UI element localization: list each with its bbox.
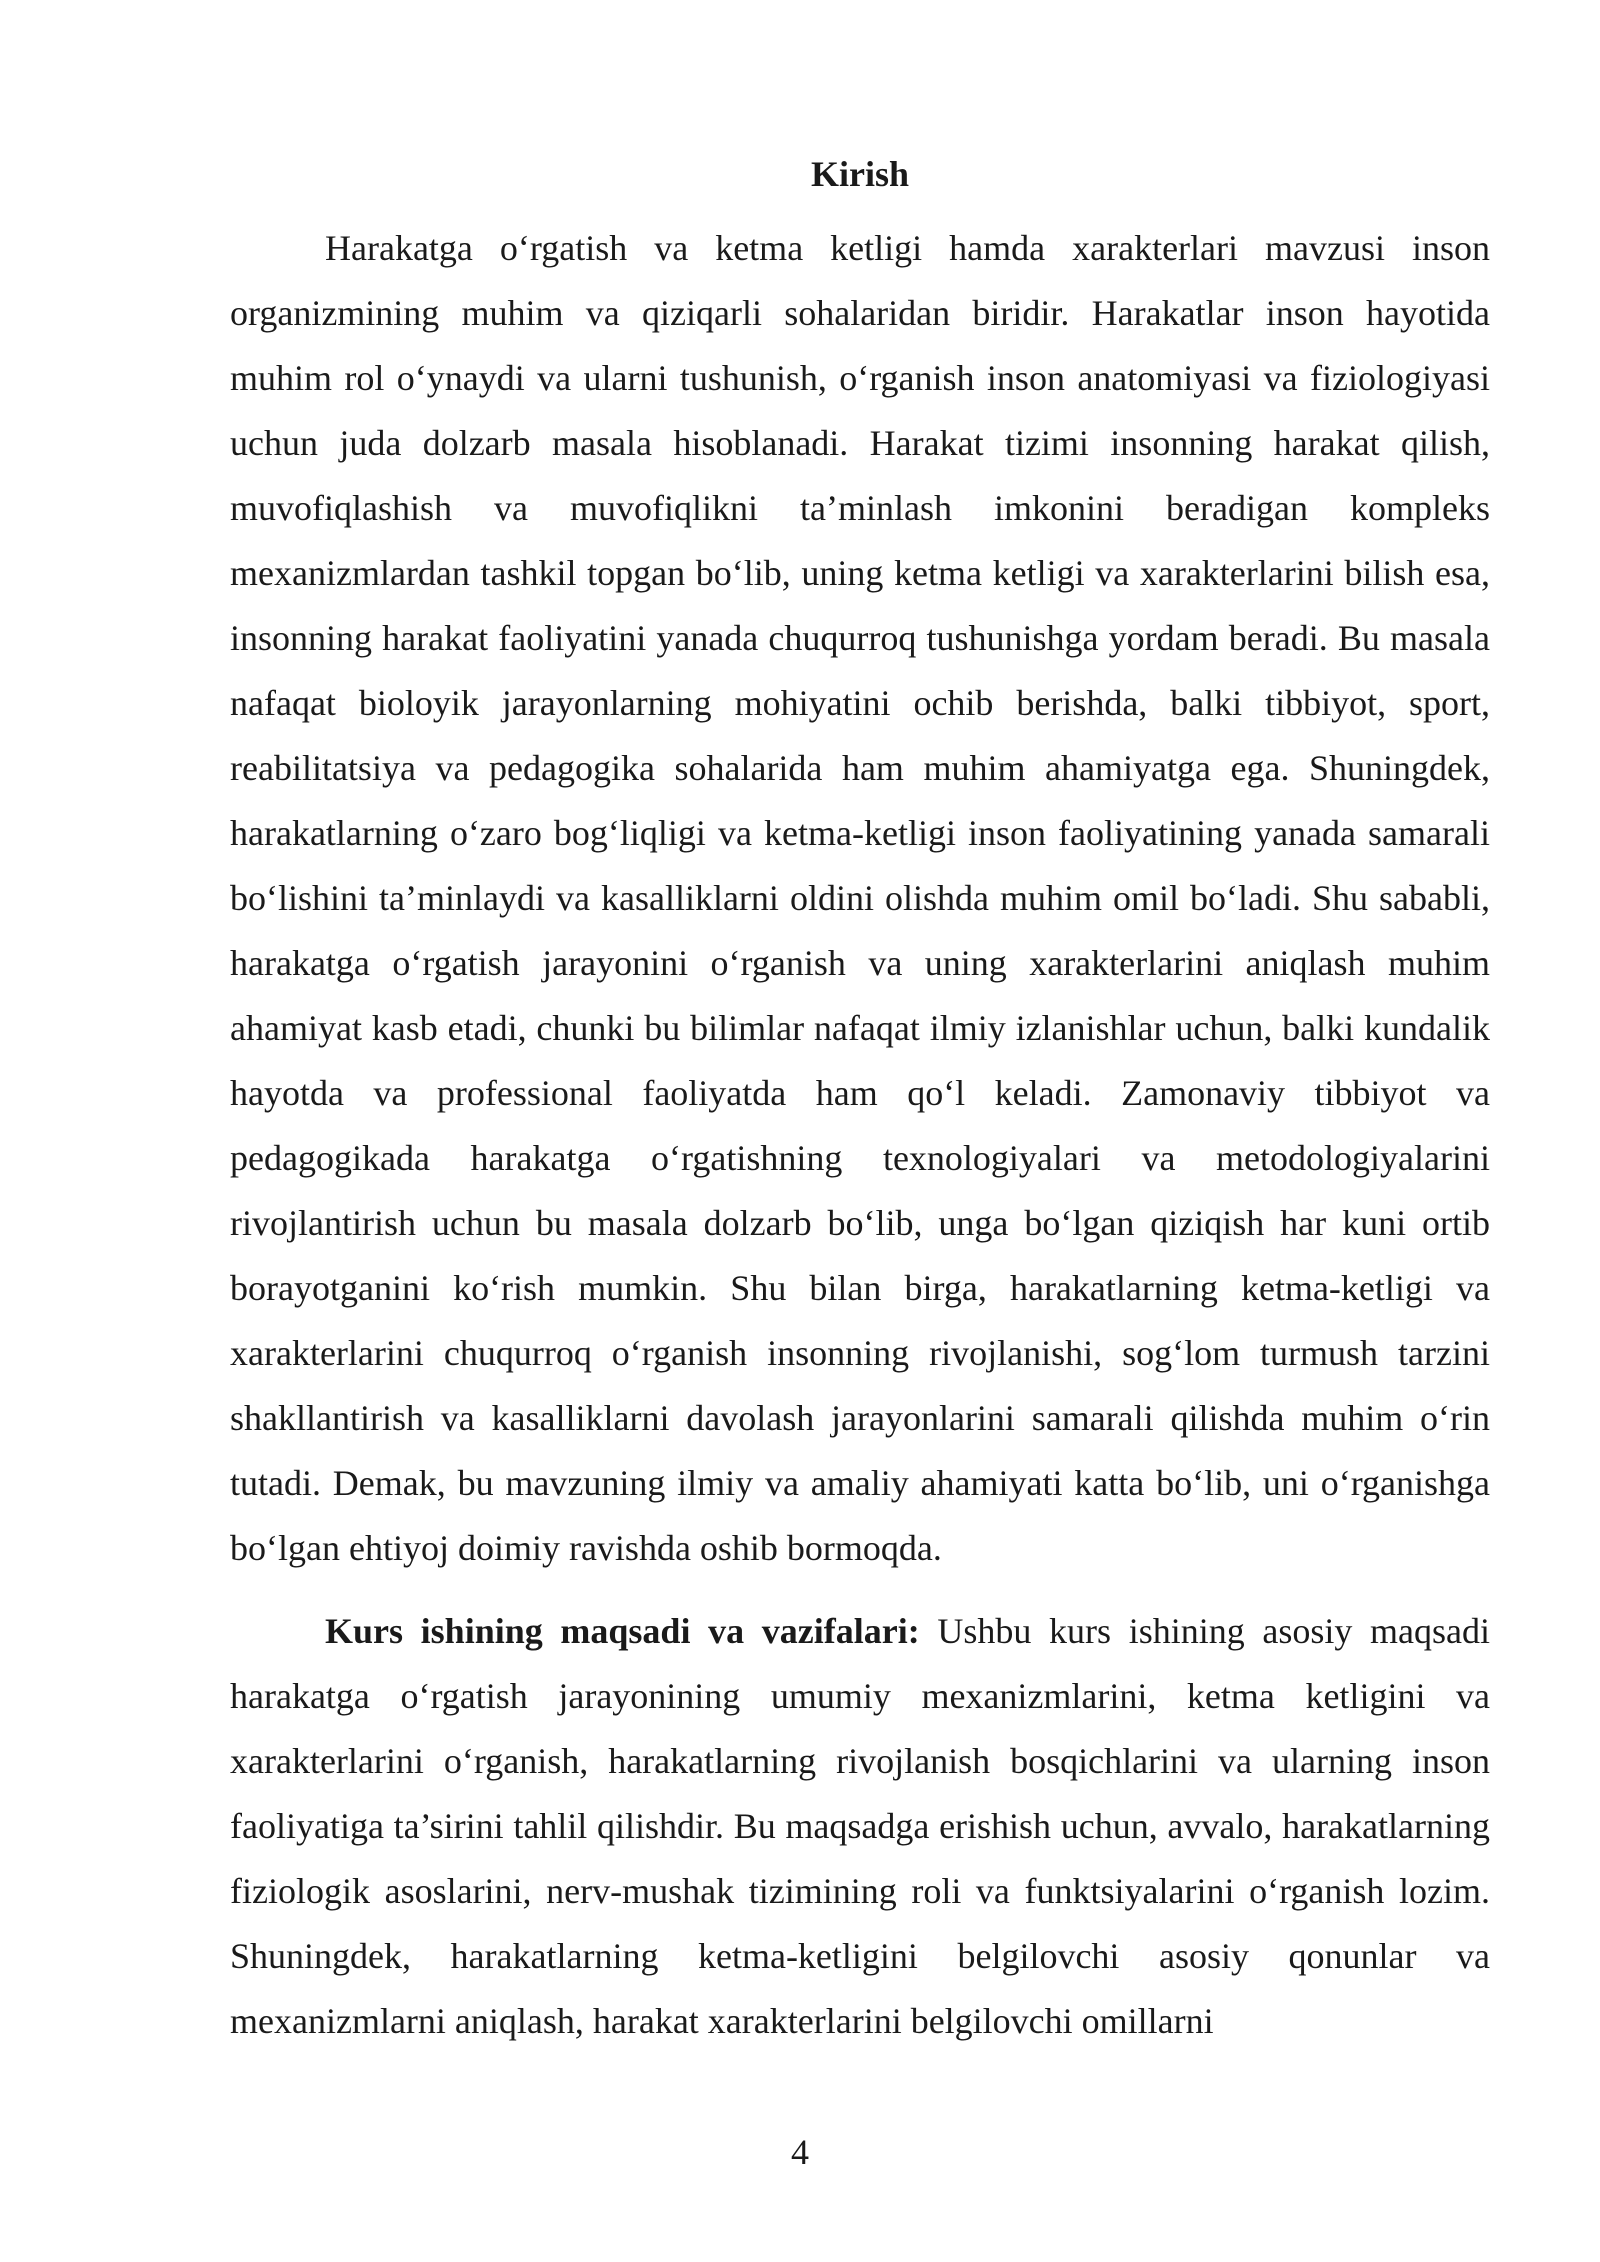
goals-body-text: Ushbu kurs ishining asosiy maqsadi harakatga o‘rgatish jarayonining umumiy mexanizmlarini, ketma ketligini va xarakterlarini o‘rganish, harakatlarning rivojlanish bosqichlarini va ularning inson faoliyatiga ta’sirini tahlil qilishdir. Bu maqsadga erishish uchun, avvalo, harakatlarning fiziologik asoslarini, nerv-mushak tizimining roli va funktsiyalarini o‘rganish lozim. Shuningdek, harakatlarning ketma-ketligini belgilovchi asosiy qonunlar va mexanizmlarni aniqlash, harakat xarakterlarini belgilovchi omillarni [230,1611,1491,2041]
intro-paragraph: Harakatga o‘rgatish va ketma ketligi hamda xarakterlari mavzusi inson organizmining muhim va qiziqarli sohalaridan biridir. Harakatlar inson hayotida muhim rol o‘ynaydi va ularni tushunish, o‘rganish inson anatomiyasi va fiziologiyasi uchun juda dolzarb masala hisoblanadi. Harakat tizimi insonning harakat qilish, muvofiqlashish va muvofiqlikni ta’minlash imkonini beradigan kompleks mexanizmlardan tashkil topgan bo‘lib, uning ketma ketligi va xarakterlarini bilish esa, insonning harakat faoliyatini yanada chuqurroq tushunishga yordam beradi. Bu masala nafaqat bioloyik jarayonlarning mohiyatini ochib berishda, balki tibbiyot, sport, reabilitatsiya va pedagogika sohalarida ham muhim ahamiyatga ega. Shuningdek, harakatlarning o‘zaro bog‘liqligi va ketma-ketligi inson faoliyatining yanada samarali bo‘lishini ta’minlaydi va kasalliklarni oldini olishda muhim omil bo‘ladi. Shu sababli, harakatga o‘rgatish jarayonini o‘rganish va uning xarakterlarini aniqlash muhim ahamiyat kasb etadi, chunki bu bilimlar nafaqat ilmiy izlanishlar uchun, balki kundalik hayotda va professional faoliyatda ham qo‘l keladi. Zamonaviy tibbiyot va pedagogikada harakatga o‘rgatishning texnologiyalari va metodologiyalarini rivojlantirish uchun bu masala dolzarb bo‘lib, unga bo‘lgan qiziqish har kuni ortib borayotganini ko‘rish mumkin. Shu bilan birga, harakatlarning ketma-ketligi va xarakterlarini chuqurroq o‘rganish insonning rivojlanishi, sog‘lom turmush tarzini shakllantirish va kasalliklarni davolash jarayonlarini samarali qilishda muhim o‘rin tutadi. Demak, bu mavzuning ilmiy va amaliy ahamiyati katta bo‘lib, uni o‘rganishga bo‘lgan ehtiyoj doimiy ravishda oshib bormoqda. [230,228,1490,1568]
section-heading: Kirish [810,154,909,194]
page-content [230,150,1490,2054]
goals-lead-text: Kurs ishining maqsadi va vazifalari: [325,1611,920,1651]
page-number: 4 [791,2132,809,2172]
goals-paragraph [230,1599,1490,2054]
